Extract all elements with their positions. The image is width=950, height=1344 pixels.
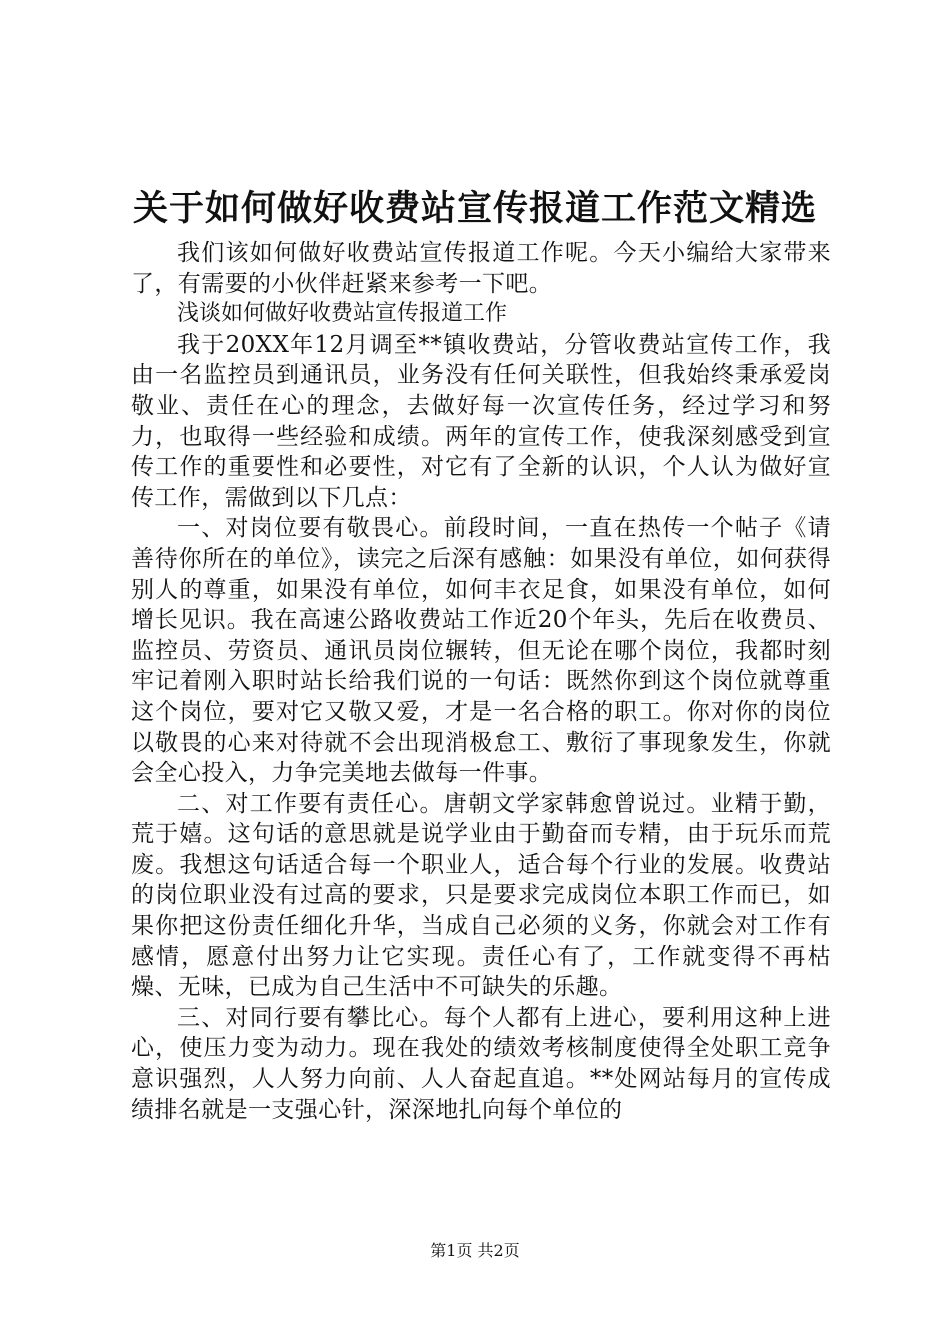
page-footer: 第1页 共2页 (430, 1241, 520, 1260)
document-title: 关于如何做好收费站宣传报道工作范文精选 (132, 188, 817, 229)
body-paragraph-2: 一、对岗位要有敬畏心。前段时间，一直在热传一个帖子《请善待你所在的单位》，读完之后深有感触：如果没有单位，如何获得别人的尊重，如果没有单位，如何丰衣足食，如果没有单位，如何增长见识。我在高速公路收费站工作近20个年头，先后在收费员、监控员、劳资员、通讯员岗位辗转，但无论在哪个岗位，我都时刻牢记着刚入职时站长给我们说的一句话：既然你到这个岗位就尊重这个岗位，要对它又敬又爱，才是一名合格的职工。你对你的岗位以敬畏的心来对待就不会出现消极怠工、敷衍了事现象发生，你就会全心投入，力争完美地去做每一件事。 (131, 515, 831, 787)
body-paragraph-4: 三、对同行要有攀比心。每个人都有上进心，要利用这种上进心，使压力变为动力。现在我处的绩效考核制度使得全处职工竞争意识强烈，人人努力向前、人人奋起直追。**处网站每月的宣传成绩排名就是一支强心针，深深地扎向每个单位的 (131, 1004, 831, 1123)
intro-paragraph: 我们该如何做好收费站宣传报道工作呢。今天小编给大家带来了，有需要的小伙伴赶紧来参考一下吧。 (131, 240, 831, 297)
document-body (131, 238, 831, 1125)
article-subtitle: 浅谈如何做好收费站宣传报道工作 (177, 301, 508, 327)
body-paragraph-1: 我于20XX年12月调至**镇收费站，分管收费站宣传工作，我由一名监控员到通讯员，业务没有任何关联性，但我始终秉承爱岗敬业、责任在心的理念，去做好每一次宣传任务，经过学习和努力，也取得一些经验和成绩。两年的宣传工作，使我深刻感受到宣传工作的重要性和必要性，对它有了全新的认识，个人认为做好宣传工作，需做到以下几点： (131, 331, 831, 511)
body-paragraph-3: 二、对工作要有责任心。唐朝文学家韩愈曾说过。业精于勤，荒于嬉。这句话的意思就是说学业由于勤奋而专精，由于玩乐而荒废。我想这句话适合每一个职业人，适合每个行业的发展。收费站的岗位职业没有过高的要求，只是要求完成岗位本职工作而已，如果你把这份责任细化升华，当成自己必须的义务，你就会对工作有感情，愿意付出努力让它实现。责任心有了，工作就变得不再枯燥、无味，已成为自己生活中不可缺失的乐趣。 (131, 790, 831, 1001)
